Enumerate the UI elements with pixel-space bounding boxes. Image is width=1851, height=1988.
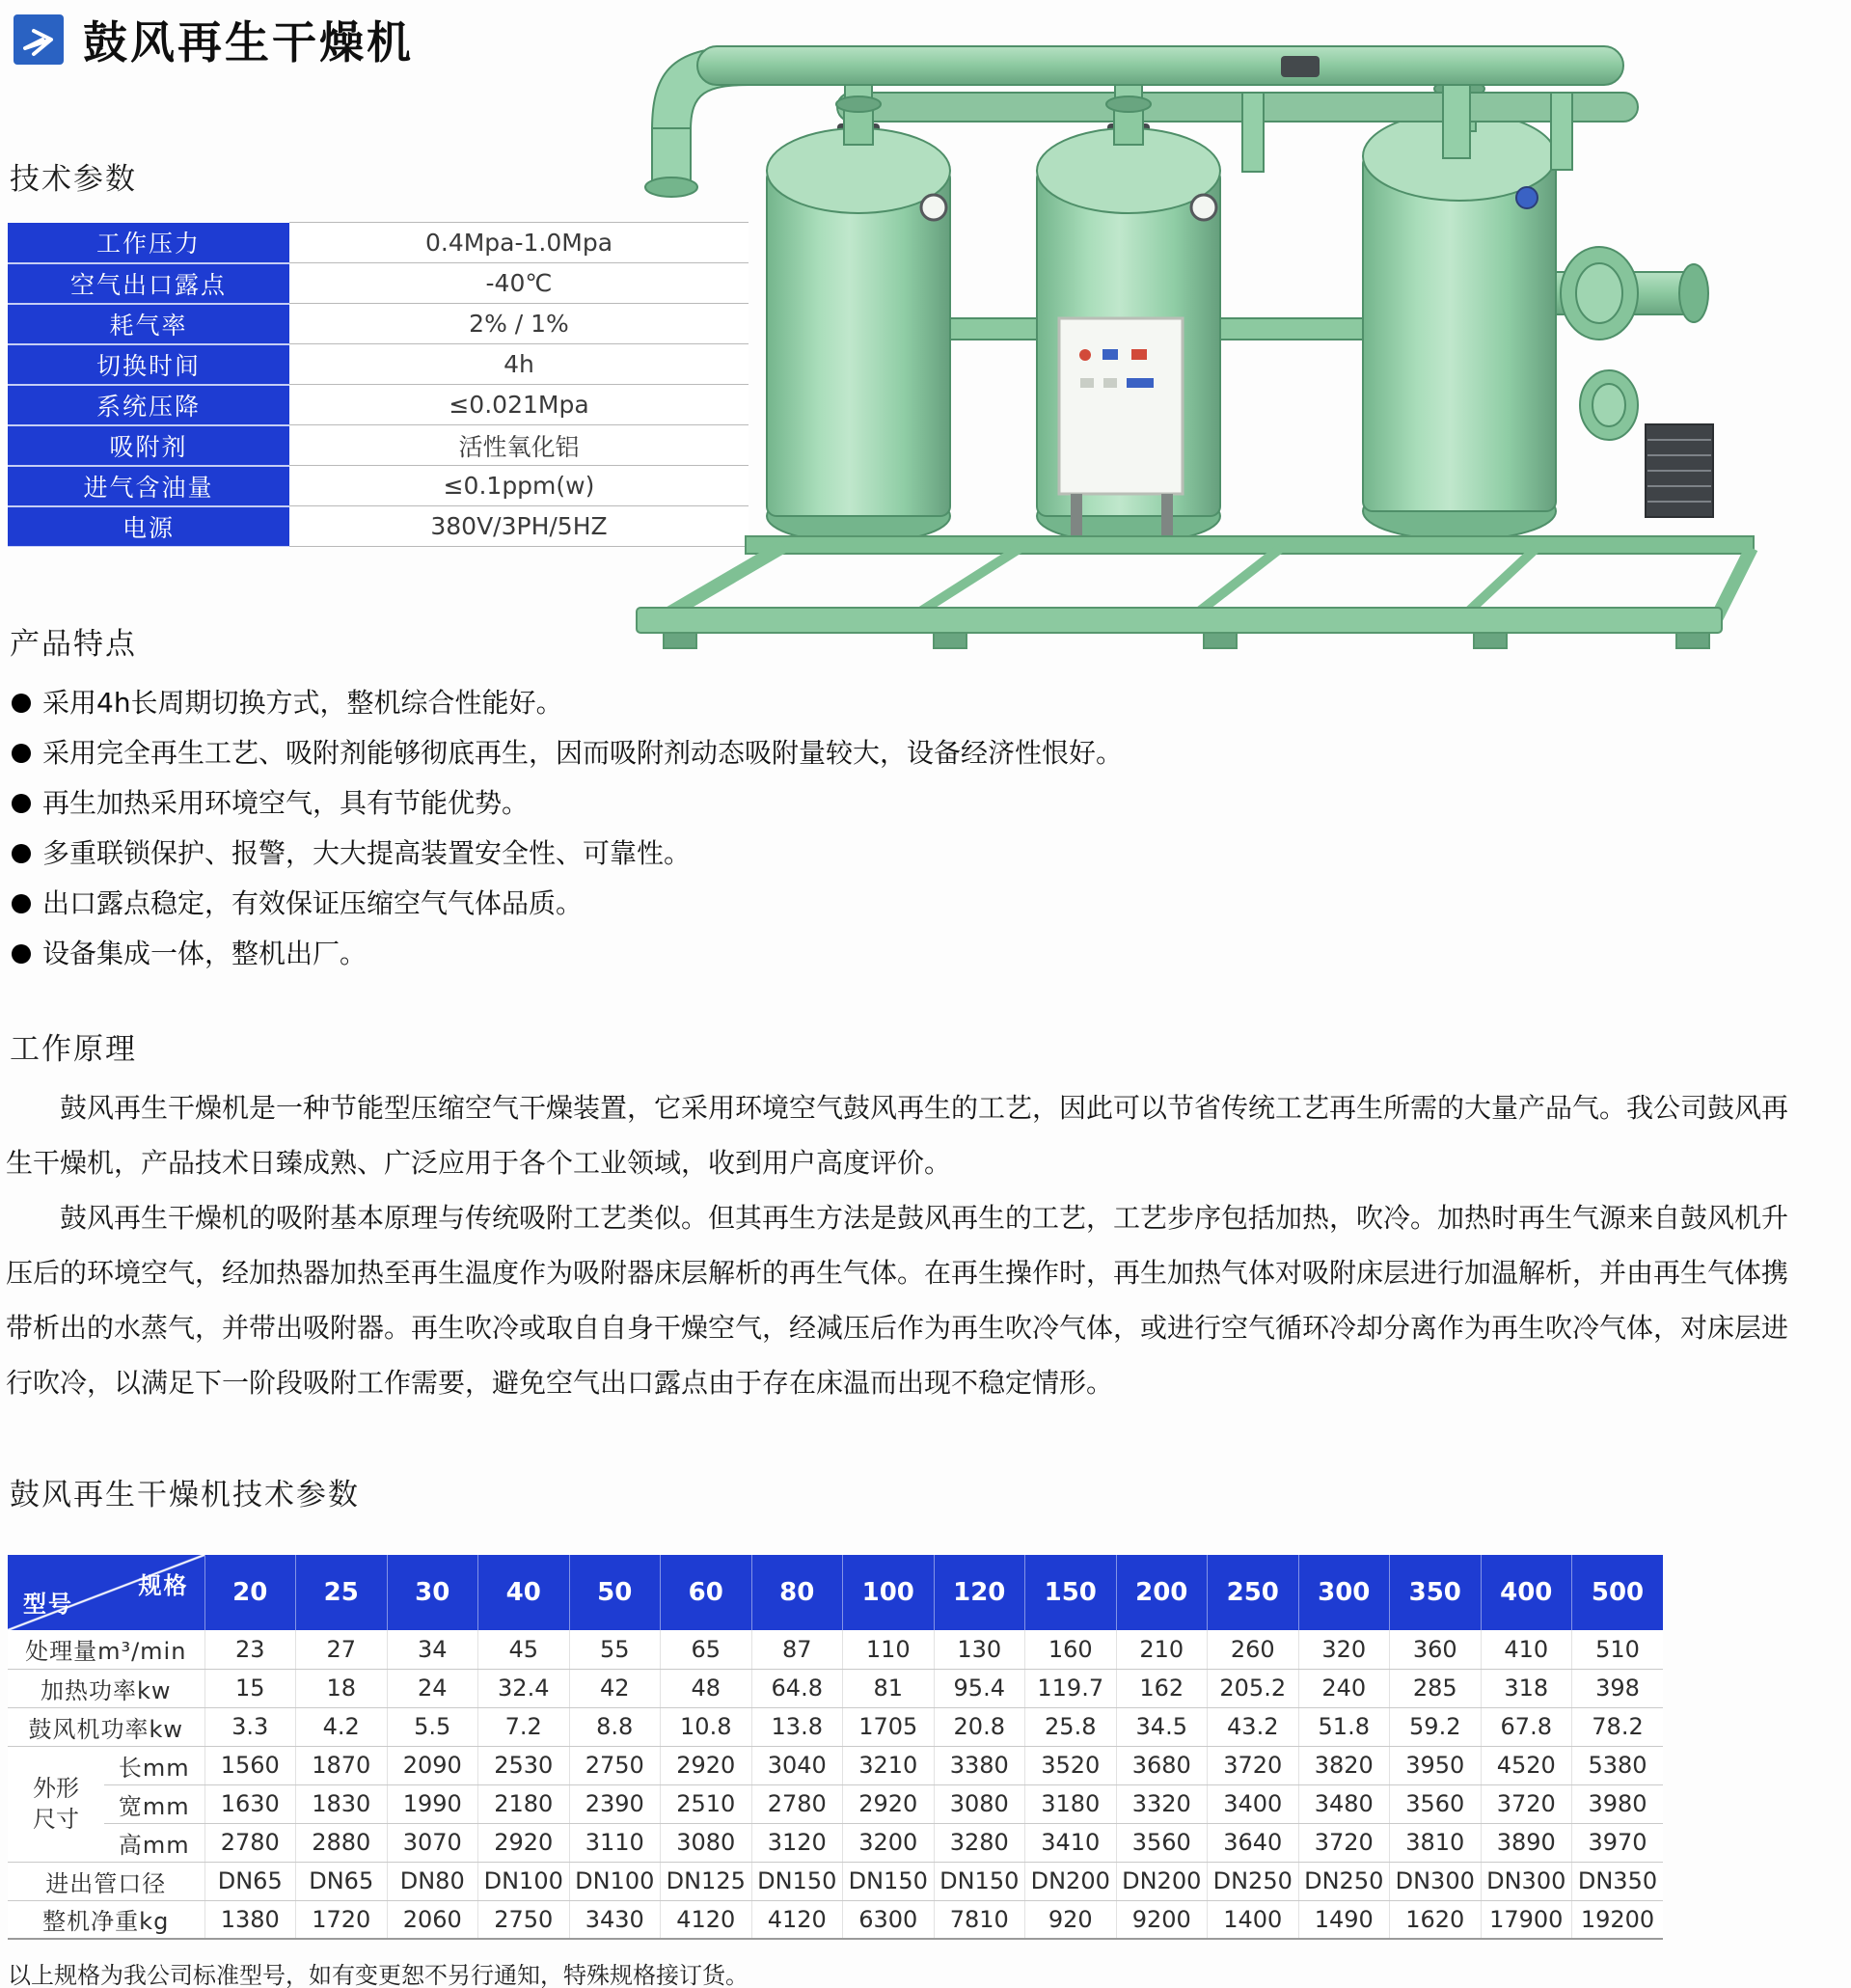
spec-cell: 3400 [1208, 1784, 1299, 1823]
spec-group-label-text: 外形尺寸 [33, 1774, 79, 1833]
spec-cell: 3720 [1481, 1784, 1572, 1823]
spec-cell: DN150 [843, 1862, 935, 1900]
spec-row [8, 1707, 1663, 1746]
spec-cell: 20.8 [934, 1707, 1025, 1746]
spec-cell: 13.8 [751, 1707, 843, 1746]
spec-cell: 27 [296, 1630, 388, 1669]
spec-row-label: 进出管口径 [8, 1862, 204, 1900]
spec-cell: 24 [387, 1669, 478, 1707]
spec-cell: 1705 [843, 1707, 935, 1746]
spec-cell: 51.8 [1298, 1707, 1390, 1746]
spec-cell: 3040 [751, 1746, 843, 1784]
spec-cell: 205.2 [1208, 1669, 1299, 1707]
spec-cell: 42 [569, 1669, 661, 1707]
spec-row-label: 长mm [104, 1746, 204, 1784]
spec-column-header: 30 [387, 1555, 478, 1630]
spec-cell: 87 [751, 1630, 843, 1669]
spec-cell: 1490 [1298, 1900, 1390, 1939]
spec-row-label: 鼓风机功率kw [8, 1707, 204, 1746]
spec-cell: 2920 [843, 1784, 935, 1823]
tech-param-label: 切换时间 [8, 344, 289, 385]
spec-cell: 34 [387, 1630, 478, 1669]
spec-cell: 3560 [1116, 1823, 1208, 1862]
spec-row [8, 1862, 1663, 1900]
spec-cell: DN250 [1298, 1862, 1390, 1900]
spec-cell: DN150 [934, 1862, 1025, 1900]
spec-cell: 3080 [661, 1823, 752, 1862]
spec-cell: DN80 [387, 1862, 478, 1900]
spec-cell: 110 [843, 1630, 935, 1669]
spec-cell: DN200 [1025, 1862, 1117, 1900]
spec-cell: 1630 [204, 1784, 296, 1823]
feature-item: 采用4h长周期切换方式，整机综合性能好。 [10, 687, 1456, 720]
spec-cell: 67.8 [1481, 1707, 1572, 1746]
spec-cell: 6300 [843, 1900, 935, 1939]
spec-cell: DN100 [569, 1862, 661, 1900]
spec-cell: 32.4 [478, 1669, 570, 1707]
product-photo [606, 0, 1778, 716]
page-title: 鼓风再生干燥机 [83, 16, 414, 68]
spec-row-label: 整机净重kg [8, 1900, 204, 1939]
spec-cell: 3430 [569, 1900, 661, 1939]
tech-param-label: 进气含油量 [8, 466, 289, 506]
spec-cell: 78.2 [1572, 1707, 1664, 1746]
spec-cell: 920 [1025, 1900, 1117, 1939]
spec-cell: 360 [1390, 1630, 1482, 1669]
spec-column-header: 100 [843, 1555, 935, 1630]
spec-cell: 2880 [296, 1823, 388, 1862]
spec-cell: 1380 [204, 1900, 296, 1939]
spec-cell: 4120 [661, 1900, 752, 1939]
spec-cell: 2920 [478, 1823, 570, 1862]
tech-param-value: 4h [289, 344, 749, 385]
spec-cell: 3320 [1116, 1784, 1208, 1823]
spec-cell: 2510 [661, 1784, 752, 1823]
spec-cell: 3820 [1298, 1746, 1390, 1784]
spec-row [8, 1823, 1663, 1862]
spec-column-header: 120 [934, 1555, 1025, 1630]
tech-params-heading: 技术参数 [10, 162, 137, 197]
spec-cell: 3980 [1572, 1784, 1664, 1823]
tech-param-label: 电源 [8, 506, 289, 547]
spec-cell: 318 [1481, 1669, 1572, 1707]
arrow-right-icon [14, 14, 64, 65]
spec-cell: 3720 [1208, 1746, 1299, 1784]
spec-cell: 3970 [1572, 1823, 1664, 1862]
spec-cell: 1830 [296, 1784, 388, 1823]
spec-row-label: 宽mm [104, 1784, 204, 1823]
spec-cell: 10.8 [661, 1707, 752, 1746]
spec-cell: 3120 [751, 1823, 843, 1862]
tech-param-value: 2% / 1% [289, 304, 749, 344]
spec-column-header: 40 [478, 1555, 570, 1630]
spec-cell: 260 [1208, 1630, 1299, 1669]
spec-cell: 8.8 [569, 1707, 661, 1746]
base-skid [637, 536, 1754, 648]
spec-cell: 130 [934, 1630, 1025, 1669]
spec-cell: 3890 [1481, 1823, 1572, 1862]
tech-param-value: ≤0.1ppm(w) [289, 466, 749, 506]
tech-param-label: 空气出口露点 [8, 263, 289, 304]
feature-item: 再生加热采用环境空气，具有节能优势。 [10, 787, 1456, 820]
spec-column-header: 200 [1116, 1555, 1208, 1630]
spec-cell: 3560 [1390, 1784, 1482, 1823]
spec-table [8, 1555, 1663, 1940]
spec-cell: 510 [1572, 1630, 1664, 1669]
spec-cell: 7810 [934, 1900, 1025, 1939]
spec-cell: 64.8 [751, 1669, 843, 1707]
spec-cell: 48 [661, 1669, 752, 1707]
spec-cell: 3070 [387, 1823, 478, 1862]
spec-cell: 3210 [843, 1746, 935, 1784]
tech-param-label: 系统压降 [8, 385, 289, 425]
tech-param-label: 耗气率 [8, 304, 289, 344]
footer-note: 以上规格为我公司标准型号，如有变更恕不另行通知，特殊规格接订货。 [8, 1962, 749, 1988]
features-heading: 产品特点 [10, 627, 137, 662]
spec-column-header: 150 [1025, 1555, 1117, 1630]
principle-paragraph: 鼓风再生干燥机的吸附基本原理与传统吸附工艺类似。但其再生方法是鼓风再生的工艺，工艺步序包括加热，吹冷。加热时再生气源来自鼓风机升压后的环境空气，经加热器加热至再生温度作为吸附器床层解析的再生气体。在再生操作时，再生加热气体对吸附床层进行加温解析，并由再生气体携带析出的水蒸气，并带出吸附器。再生吹冷或取自自身干燥空气，经减压后作为再生吹冷气体，或进行空气循环冷却分离作为再生吹冷气体，对床层进行吹冷，以满足下一阶段吸附工作需要，避免空气出口露点由于存在床温而出现不稳定情形。 [6, 1202, 1789, 1399]
spec-cell: 2750 [569, 1746, 661, 1784]
spec-column-header: 20 [204, 1555, 296, 1630]
spec-column-header: 300 [1298, 1555, 1390, 1630]
tech-param-value: 活性氧化铝 [289, 425, 749, 466]
tech-param-value: 380V/3PH/5HZ [289, 506, 749, 547]
spec-row [8, 1784, 1663, 1823]
spec-cell: 2750 [478, 1900, 570, 1939]
spec-cell: 4520 [1481, 1746, 1572, 1784]
spec-cell: 2530 [478, 1746, 570, 1784]
spec-cell: 4120 [751, 1900, 843, 1939]
spec-cell: DN200 [1116, 1862, 1208, 1900]
side-flanges [1556, 247, 1708, 440]
spec-cell: 3480 [1298, 1784, 1390, 1823]
spec-cell: 3.3 [204, 1707, 296, 1746]
feature-item: 多重联锁保护、报警，大大提高装置安全性、可靠性。 [10, 837, 1456, 870]
spec-cell: 34.5 [1116, 1707, 1208, 1746]
spec-cell: 45 [478, 1630, 570, 1669]
spec-cell: 1720 [296, 1900, 388, 1939]
spec-cell: 9200 [1116, 1900, 1208, 1939]
spec-row [8, 1630, 1663, 1669]
spec-cell: 2780 [204, 1823, 296, 1862]
spec-cell: DN100 [478, 1862, 570, 1900]
principle-text [6, 1080, 1788, 1410]
title-bar [14, 8, 414, 71]
spec-cell: DN65 [296, 1862, 388, 1900]
spec-cell: 3380 [934, 1746, 1025, 1784]
spec-cell: 119.7 [1025, 1669, 1117, 1707]
spec-cell: DN300 [1481, 1862, 1572, 1900]
spec-table-heading: 鼓风再生干燥机技术参数 [10, 1478, 360, 1512]
spec-cell: 1620 [1390, 1900, 1482, 1939]
spec-cell: 95.4 [934, 1669, 1025, 1707]
spec-cell: 15 [204, 1669, 296, 1707]
spec-column-header: 350 [1390, 1555, 1482, 1630]
spec-column-header: 500 [1572, 1555, 1664, 1630]
spec-cell: 285 [1390, 1669, 1482, 1707]
spec-group-label [8, 1746, 104, 1862]
spec-cell: 4.2 [296, 1707, 388, 1746]
spec-column-header: 400 [1481, 1555, 1572, 1630]
tech-param-label: 工作压力 [8, 223, 289, 263]
spec-cell: 55 [569, 1630, 661, 1669]
spec-cell: 3520 [1025, 1746, 1117, 1784]
spec-cell: 410 [1481, 1630, 1572, 1669]
spec-cell: 3810 [1390, 1823, 1482, 1862]
spec-cell: 2390 [569, 1784, 661, 1823]
spec-cell: 65 [661, 1630, 752, 1669]
spec-cell: 2060 [387, 1900, 478, 1939]
spec-cell: 162 [1116, 1669, 1208, 1707]
spec-cell: 3280 [934, 1823, 1025, 1862]
spec-cell: 2180 [478, 1784, 570, 1823]
spec-cell: 210 [1116, 1630, 1208, 1669]
tech-param-label: 吸附剂 [8, 425, 289, 466]
spec-cell: 7.2 [478, 1707, 570, 1746]
spec-cell: 23 [204, 1630, 296, 1669]
spec-cell: 1870 [296, 1746, 388, 1784]
principle-heading: 工作原理 [10, 1032, 137, 1067]
spec-cell: 3200 [843, 1823, 935, 1862]
spec-cell: 43.2 [1208, 1707, 1299, 1746]
spec-cell: 160 [1025, 1630, 1117, 1669]
tech-param-value: ≤0.021Mpa [289, 385, 749, 425]
spec-cell: DN300 [1390, 1862, 1482, 1900]
spec-cell: 398 [1572, 1669, 1664, 1707]
spec-cell: DN350 [1572, 1862, 1664, 1900]
spec-row-label: 加热功率kw [8, 1669, 204, 1707]
spec-cell: 3720 [1298, 1823, 1390, 1862]
spec-corner-bottom-label: 型号 [23, 1591, 73, 1618]
heater-block [1646, 424, 1713, 517]
feature-item: 采用完全再生工艺、吸附剂能够彻底再生，因而吸附剂动态吸附量较大，设备经济性恨好。 [10, 737, 1456, 770]
spec-cell: 1560 [204, 1746, 296, 1784]
spec-cell: DN125 [661, 1862, 752, 1900]
spec-cell: DN150 [751, 1862, 843, 1900]
spec-cell: 2920 [661, 1746, 752, 1784]
spec-column-header: 250 [1208, 1555, 1299, 1630]
feature-item: 设备集成一体，整机出厂。 [10, 938, 1456, 970]
spec-cell: 3110 [569, 1823, 661, 1862]
spec-cell: 2780 [751, 1784, 843, 1823]
spec-row-label: 处理量m³/min [8, 1630, 204, 1669]
spec-cell: 3680 [1116, 1746, 1208, 1784]
spec-cell: 3180 [1025, 1784, 1117, 1823]
spec-cell: 18 [296, 1669, 388, 1707]
spec-cell: 3080 [934, 1784, 1025, 1823]
spec-cell: 2090 [387, 1746, 478, 1784]
spec-cell: 240 [1298, 1669, 1390, 1707]
spec-row [8, 1900, 1663, 1939]
spec-cell: 1400 [1208, 1900, 1299, 1939]
spec-column-header: 50 [569, 1555, 661, 1630]
features-list [10, 687, 1456, 988]
feature-item: 出口露点稳定，有效保证压缩空气气体品质。 [10, 887, 1456, 920]
tech-param-value: -40℃ [289, 263, 749, 304]
spec-cell: 5380 [1572, 1746, 1664, 1784]
spec-cell: 3640 [1208, 1823, 1299, 1862]
spec-cell: 59.2 [1390, 1707, 1482, 1746]
spec-column-header: 60 [661, 1555, 752, 1630]
spec-cell: DN65 [204, 1862, 296, 1900]
spec-cell: 81 [843, 1669, 935, 1707]
spec-corner-top-label: 规格 [138, 1572, 189, 1599]
spec-row [8, 1746, 1663, 1784]
spec-cell: 5.5 [387, 1707, 478, 1746]
spec-column-header: 80 [751, 1555, 843, 1630]
spec-column-header: 25 [296, 1555, 388, 1630]
spec-cell: 3950 [1390, 1746, 1482, 1784]
tech-param-value: 0.4Mpa-1.0Mpa [289, 223, 749, 263]
spec-cell: 1990 [387, 1784, 478, 1823]
spec-cell: 25.8 [1025, 1707, 1117, 1746]
spec-cell: 19200 [1572, 1900, 1664, 1939]
spec-cell: 320 [1298, 1630, 1390, 1669]
principle-paragraph: 鼓风再生干燥机是一种节能型压缩空气干燥装置，它采用环境空气鼓风再生的工艺，因此可以节省传统工艺再生所需的大量产品气。我公司鼓风再生干燥机，产品技术日臻成熟、广泛应用于各个工业领域，收到用户高度评价。 [6, 1092, 1789, 1179]
spec-corner-cell [8, 1555, 204, 1630]
spec-cell: DN250 [1208, 1862, 1299, 1900]
spec-cell: 17900 [1481, 1900, 1572, 1939]
spec-cell: 3410 [1025, 1823, 1117, 1862]
spec-row [8, 1669, 1663, 1707]
spec-row-label: 高mm [104, 1823, 204, 1862]
